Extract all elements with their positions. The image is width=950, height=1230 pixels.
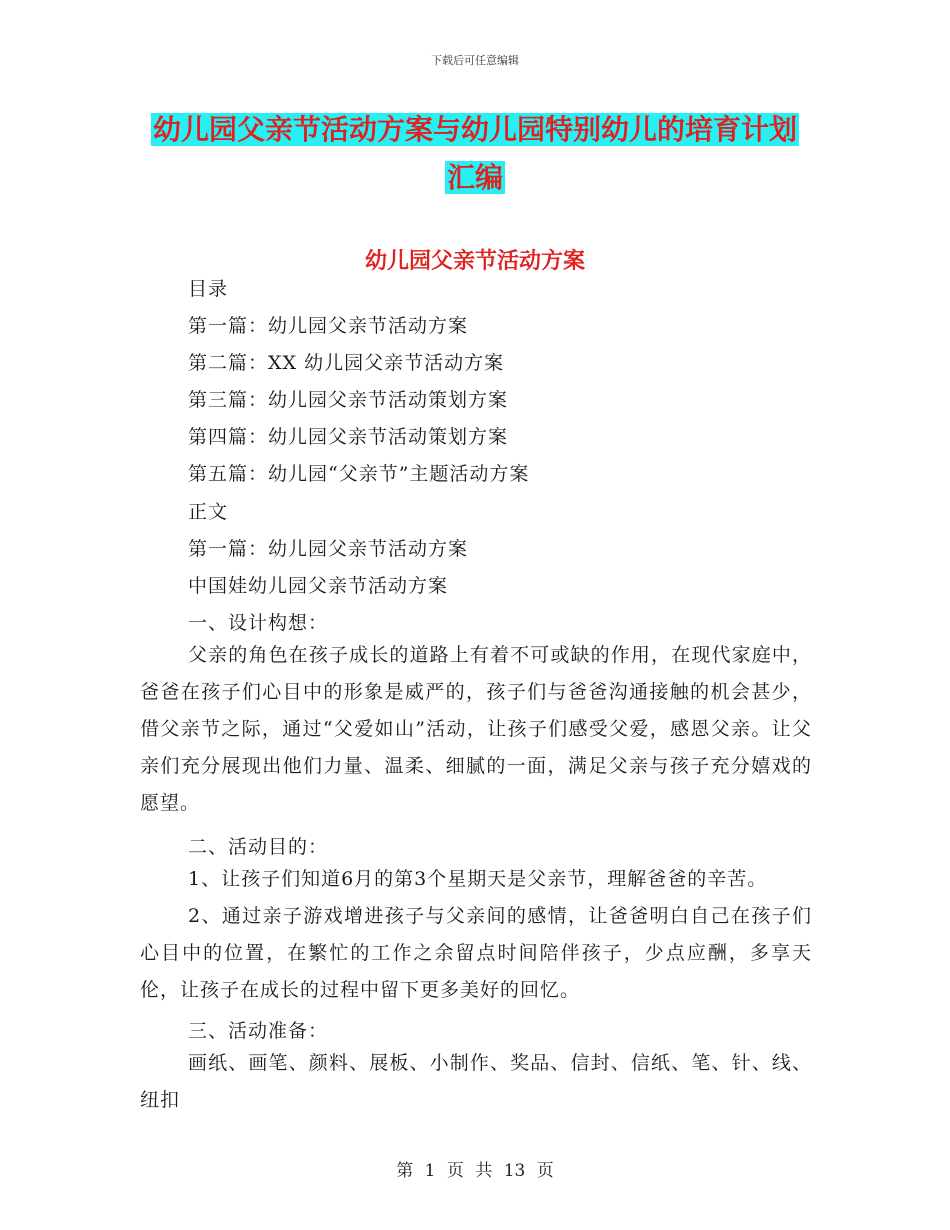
toc-item: 第二篇：XX 幼儿园父亲节活动方案 [188, 352, 505, 374]
chapter-subtitle: 中国娃幼儿园父亲节活动方案 [188, 575, 449, 597]
toc-item: 第三篇：幼儿园父亲节活动策划方案 [188, 389, 509, 411]
paragraph-design: 父亲的角色在孩子成长的道路上有着不可或缺的作用，在现代家庭中，爸爸在孩子们心目中的形象是威严的，孩子们与爸爸沟通接触的机会甚少，借父亲节之际，通过“父爱如山”活动，让孩子们感受父爱，感恩父亲。让父亲们充分展现出他们力量、温柔、细腻的一面，满足父亲与孩子充分嬉戏的愿望。 [140, 644, 812, 814]
toc-item: 第四篇：幼儿园父亲节活动策划方案 [188, 426, 509, 448]
toc-item: 第五篇：幼儿园“父亲节”主题活动方案 [188, 463, 530, 485]
document-title-line-1: 幼儿园父亲节活动方案与幼儿园特别幼儿的培育计划 [152, 113, 797, 146]
body-label: 正文 [188, 501, 229, 523]
paragraph-prep: 画纸、画笔、颜料、展板、小制作、奖品、信封、信纸、笔、针、线、纽扣 [140, 1052, 812, 1111]
section-title: 幼儿园父亲节活动方案 [364, 249, 585, 274]
chapter-heading: 第一篇：幼儿园父亲节活动方案 [188, 538, 469, 560]
heading-prep: 三、活动准备： [188, 1020, 329, 1042]
paragraph-goal-2: 2、通过亲子游戏增进孩子与父亲间的感情，让爸爸明白自己在孩子们心目中的位置，在繁忙的工作之余留点时间陪伴孩子，少点应酬，多享天伦，让孩子在成长的过程中留下更多美好的回忆。 [140, 905, 812, 1001]
paragraph-goal-1: 1、让孩子们知道6月的第3个星期天是父亲节，理解爸爸的辛苦。 [188, 868, 768, 890]
toc-label: 目录 [188, 278, 229, 300]
heading-design: 一、设计构想： [188, 612, 329, 634]
page-header: 下载后可任意编辑 [431, 54, 519, 67]
document-title-line-2: 汇编 [446, 161, 503, 194]
page-footer: 第 1 页 共 13 页 [396, 1161, 554, 1181]
heading-goal: 二、活动目的： [188, 836, 329, 858]
document-title [0, 106, 950, 202]
toc-item: 第一篇：幼儿园父亲节活动方案 [188, 315, 469, 337]
